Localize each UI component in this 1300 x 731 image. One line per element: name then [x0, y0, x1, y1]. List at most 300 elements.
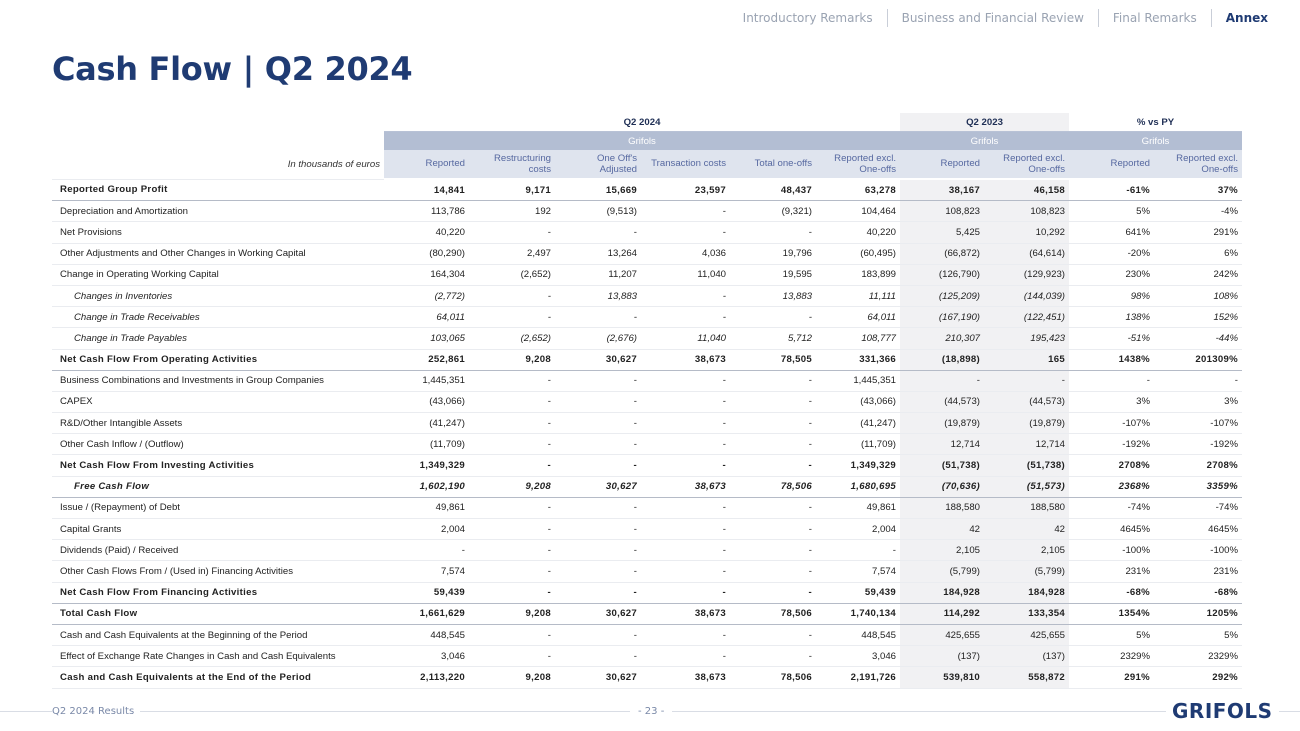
table-cell: - [730, 434, 816, 455]
row-label: Free Cash Flow [52, 476, 384, 497]
table-cell: 59,439 [816, 582, 900, 603]
table-cell: - [730, 391, 816, 412]
table-cell: (11,709) [816, 434, 900, 455]
table-cell: 42 [984, 519, 1069, 540]
column-header: Total one-offs [730, 150, 816, 179]
table-cell: 49,861 [816, 497, 900, 518]
table-row [52, 222, 1242, 243]
table-cell: 108% [1154, 285, 1242, 306]
table-cell: (43,066) [384, 391, 469, 412]
table-cell: (51,738) [984, 455, 1069, 476]
table-cell: - [730, 582, 816, 603]
table-cell: 2,113,220 [384, 667, 469, 688]
table-cell: 12,714 [984, 434, 1069, 455]
table-cell: 78,506 [730, 476, 816, 497]
table-cell: 46,158 [984, 179, 1069, 201]
table-cell: - [555, 561, 641, 582]
table-cell: 114,292 [900, 603, 984, 624]
table-row [52, 561, 1242, 582]
table-cell: 30,627 [555, 476, 641, 497]
table-cell: 63,278 [816, 179, 900, 201]
table-cell: - [555, 391, 641, 412]
column-header: Reported excl. One-offs [816, 150, 900, 179]
table-cell: 9,208 [469, 476, 555, 497]
table-cell: 165 [984, 349, 1069, 370]
table-cell: 558,872 [984, 667, 1069, 688]
row-label: Issue / (Repayment) of Debt [52, 497, 384, 518]
row-label: CAPEX [52, 391, 384, 412]
table-cell: - [730, 455, 816, 476]
table-cell: 1,445,351 [816, 370, 900, 391]
table-cell: 2329% [1069, 646, 1154, 667]
table-cell: (2,652) [469, 328, 555, 349]
row-label: Net Provisions [52, 222, 384, 243]
table-cell: - [984, 370, 1069, 391]
table-cell: - [555, 646, 641, 667]
table-cell: (80,290) [384, 243, 469, 264]
table-cell: 108,777 [816, 328, 900, 349]
table-cell: -100% [1154, 540, 1242, 561]
table-cell: 38,673 [641, 667, 730, 688]
row-label: Changes in Inventories [52, 285, 384, 306]
table-cell: - [469, 307, 555, 328]
table-cell: 2329% [1154, 646, 1242, 667]
table-cell: - [555, 370, 641, 391]
table-cell: -44% [1154, 328, 1242, 349]
table-cell: 40,220 [384, 222, 469, 243]
table-cell: - [469, 540, 555, 561]
table-cell: - [730, 646, 816, 667]
table-cell: 5,712 [730, 328, 816, 349]
table-cell: 448,545 [816, 624, 900, 645]
top-navigation [729, 8, 1268, 28]
table-cell: - [641, 455, 730, 476]
table-row [52, 582, 1242, 603]
table-cell: - [469, 455, 555, 476]
table-cell: - [730, 307, 816, 328]
table-cell: 291% [1154, 222, 1242, 243]
table-cell: -4% [1154, 201, 1242, 222]
table-cell: (11,709) [384, 434, 469, 455]
row-label: Capital Grants [52, 519, 384, 540]
table-cell: 4,036 [641, 243, 730, 264]
row-label: Reported Group Profit [52, 179, 384, 201]
table-cell: 2708% [1069, 455, 1154, 476]
table-cell: 37% [1154, 179, 1242, 201]
column-header: Reported [1069, 150, 1154, 179]
table-cell: 5% [1069, 624, 1154, 645]
table-cell: -192% [1069, 434, 1154, 455]
table-cell: 30,627 [555, 603, 641, 624]
table-cell: 231% [1154, 561, 1242, 582]
table-cell: 1,680,695 [816, 476, 900, 497]
table-cell: - [469, 582, 555, 603]
table-cell: -51% [1069, 328, 1154, 349]
table-cell: 108,823 [984, 201, 1069, 222]
table-cell: - [469, 434, 555, 455]
table-cell: 2708% [1154, 455, 1242, 476]
table-cell: - [641, 434, 730, 455]
table-cell: - [641, 370, 730, 391]
table-cell: (137) [984, 646, 1069, 667]
table-cell: - [641, 582, 730, 603]
table-cell: 230% [1069, 264, 1154, 285]
table-cell: 9,208 [469, 667, 555, 688]
nav-annex[interactable]: Annex [1225, 11, 1268, 25]
table-cell: 59,439 [384, 582, 469, 603]
row-label: Other Cash Flows From / (Used in) Financing Activities [52, 561, 384, 582]
table-cell: 252,861 [384, 349, 469, 370]
table-cell: - [730, 222, 816, 243]
column-header: Reported [384, 150, 469, 179]
table-cell: 48,437 [730, 179, 816, 201]
table-row [52, 624, 1242, 645]
table-cell: 30,627 [555, 349, 641, 370]
table-cell: - [641, 561, 730, 582]
table-cell: - [555, 519, 641, 540]
table-cell: 195,423 [984, 328, 1069, 349]
period-vs-py: % vs PY [1069, 113, 1242, 132]
table-cell: 2,191,726 [816, 667, 900, 688]
table-cell: 104,464 [816, 201, 900, 222]
table-cell: 152% [1154, 307, 1242, 328]
page-number: - 23 - [630, 706, 672, 717]
table-row [52, 264, 1242, 285]
row-label: Cash and Cash Equivalents at the Beginning of the Period [52, 624, 384, 645]
table-cell: 14,841 [384, 179, 469, 201]
table-row [52, 603, 1242, 624]
table-cell: - [555, 624, 641, 645]
table-cell: - [469, 624, 555, 645]
table-cell: 5,425 [900, 222, 984, 243]
row-label: Total Cash Flow [52, 603, 384, 624]
table-cell: (167,190) [900, 307, 984, 328]
table-cell: 3,046 [816, 646, 900, 667]
table-cell: - [641, 540, 730, 561]
table-cell: - [816, 540, 900, 561]
table-cell: 12,714 [900, 434, 984, 455]
table-cell: 11,040 [641, 328, 730, 349]
table-cell: 188,580 [900, 497, 984, 518]
table-cell: 425,655 [900, 624, 984, 645]
table-cell: 19,796 [730, 243, 816, 264]
table-cell: 11,207 [555, 264, 641, 285]
table-cell: 1205% [1154, 603, 1242, 624]
row-label: Net Cash Flow From Operating Activities [52, 349, 384, 370]
table-cell: 78,505 [730, 349, 816, 370]
table-cell: 5% [1069, 201, 1154, 222]
table-cell: (64,614) [984, 243, 1069, 264]
table-cell: - [641, 391, 730, 412]
column-header: Reported excl. One-offs [1154, 150, 1242, 179]
table-cell: 11,111 [816, 285, 900, 306]
table-cell: 1,740,134 [816, 603, 900, 624]
table-cell: - [641, 413, 730, 434]
table-cell: -68% [1069, 582, 1154, 603]
table-row [52, 307, 1242, 328]
row-label: Depreciation and Amortization [52, 201, 384, 222]
table-cell: - [641, 646, 730, 667]
table-cell: (9,513) [555, 201, 641, 222]
row-label: Change in Trade Receivables [52, 307, 384, 328]
table-cell: 210,307 [900, 328, 984, 349]
table-cell: 19,595 [730, 264, 816, 285]
table-cell: 138% [1069, 307, 1154, 328]
table-cell: - [555, 307, 641, 328]
row-label: Dividends (Paid) / Received [52, 540, 384, 561]
table-cell: 2,004 [816, 519, 900, 540]
table-cell: (18,898) [900, 349, 984, 370]
row-label: Other Adjustments and Other Changes in Working Capital [52, 243, 384, 264]
table-cell: - [641, 222, 730, 243]
table-cell: -192% [1154, 434, 1242, 455]
table-cell: - [730, 624, 816, 645]
table-row [52, 413, 1242, 434]
period-q2-2024: Q2 2024 [384, 113, 900, 132]
table-cell: - [469, 370, 555, 391]
table-cell: -61% [1069, 179, 1154, 201]
table-cell: 2,497 [469, 243, 555, 264]
table-cell: 30,627 [555, 667, 641, 688]
row-label: Cash and Cash Equivalents at the End of the Period [52, 667, 384, 688]
table-cell: - [730, 370, 816, 391]
table-cell: 201309% [1154, 349, 1242, 370]
nav-introductory-remarks[interactable]: Introductory Remarks [742, 11, 873, 25]
table-cell: 42 [900, 519, 984, 540]
table-cell: 1,445,351 [384, 370, 469, 391]
table-cell: - [555, 455, 641, 476]
table-cell: (43,066) [816, 391, 900, 412]
table-cell: 188,580 [984, 497, 1069, 518]
table-cell: - [641, 624, 730, 645]
table-cell: -20% [1069, 243, 1154, 264]
footer-report-name: Q2 2024 Results [52, 706, 140, 717]
table-cell: 539,810 [900, 667, 984, 688]
table-cell: - [469, 561, 555, 582]
table-row [52, 667, 1242, 688]
table-cell: - [555, 222, 641, 243]
table-cell: 1354% [1069, 603, 1154, 624]
table-cell: - [469, 497, 555, 518]
table-cell: 164,304 [384, 264, 469, 285]
table-row [52, 179, 1242, 201]
table-cell: 98% [1069, 285, 1154, 306]
table-cell: (60,495) [816, 243, 900, 264]
table-cell: 108,823 [900, 201, 984, 222]
table-cell: 15,669 [555, 179, 641, 201]
table-cell: (137) [900, 646, 984, 667]
table-cell: 23,597 [641, 179, 730, 201]
table-cell: 2368% [1069, 476, 1154, 497]
table-cell: - [730, 540, 816, 561]
table-cell: - [641, 519, 730, 540]
table-cell: (122,451) [984, 307, 1069, 328]
table-cell: - [469, 646, 555, 667]
period-q2-2023: Q2 2023 [900, 113, 1069, 132]
table-cell: (19,879) [900, 413, 984, 434]
table-cell: 331,366 [816, 349, 900, 370]
table-cell: - [469, 519, 555, 540]
row-label: Effect of Exchange Rate Changes in Cash and Cash Equivalents [52, 646, 384, 667]
cash-flow-body [52, 179, 1242, 688]
table-cell: 292% [1154, 667, 1242, 688]
table-cell: 184,928 [900, 582, 984, 603]
row-label: Other Cash Inflow / (Outflow) [52, 434, 384, 455]
table-cell: -100% [1069, 540, 1154, 561]
table-cell: 13,883 [555, 285, 641, 306]
table-cell: (126,790) [900, 264, 984, 285]
table-cell: 13,264 [555, 243, 641, 264]
table-cell: 64,011 [816, 307, 900, 328]
table-row [52, 455, 1242, 476]
table-cell: 3% [1069, 391, 1154, 412]
table-cell: - [730, 413, 816, 434]
column-header: Transaction costs [641, 150, 730, 179]
table-cell: - [641, 497, 730, 518]
column-header: Reported excl. One-offs [984, 150, 1069, 179]
table-cell: (2,772) [384, 285, 469, 306]
table-cell: 9,208 [469, 603, 555, 624]
nav-business-financial-review[interactable]: Business and Financial Review [901, 11, 1084, 25]
table-cell: 38,167 [900, 179, 984, 201]
table-cell: - [555, 434, 641, 455]
table-row [52, 349, 1242, 370]
table-row [52, 328, 1242, 349]
table-row [52, 285, 1242, 306]
table-cell: 1,661,629 [384, 603, 469, 624]
table-row [52, 370, 1242, 391]
table-cell: (19,879) [984, 413, 1069, 434]
table-cell: (2,652) [469, 264, 555, 285]
table-cell: (51,738) [900, 455, 984, 476]
table-row [52, 243, 1242, 264]
entity-header-row [52, 132, 1242, 151]
table-cell: 103,065 [384, 328, 469, 349]
entity-label: Grifols [900, 132, 1069, 151]
row-label: Change in Operating Working Capital [52, 264, 384, 285]
page-title: Cash Flow | Q2 2024 [52, 50, 413, 88]
table-cell: 184,928 [984, 582, 1069, 603]
table-cell: (51,573) [984, 476, 1069, 497]
table-cell: 3% [1154, 391, 1242, 412]
table-cell: - [730, 561, 816, 582]
table-cell: 1,349,329 [384, 455, 469, 476]
table-cell: 291% [1069, 667, 1154, 688]
table-cell: 78,506 [730, 667, 816, 688]
row-label: Business Combinations and Investments in Group Companies [52, 370, 384, 391]
table-cell: - [469, 391, 555, 412]
table-cell: - [641, 285, 730, 306]
column-header: Restructuring costs [469, 150, 555, 179]
table-cell: - [469, 285, 555, 306]
table-cell: 1,349,329 [816, 455, 900, 476]
table-cell: -68% [1154, 582, 1242, 603]
entity-label: Grifols [1069, 132, 1242, 151]
table-cell: 38,673 [641, 476, 730, 497]
table-cell: 133,354 [984, 603, 1069, 624]
table-cell: 2,105 [900, 540, 984, 561]
table-cell: 231% [1069, 561, 1154, 582]
row-label: R&D/Other Intangible Assets [52, 413, 384, 434]
table-cell: 183,899 [816, 264, 900, 285]
table-cell: (41,247) [384, 413, 469, 434]
table-cell: - [641, 307, 730, 328]
table-cell: 7,574 [384, 561, 469, 582]
column-header: One Off's Adjusted [555, 150, 641, 179]
table-cell: - [469, 222, 555, 243]
table-cell: - [555, 413, 641, 434]
table-row [52, 646, 1242, 667]
table-cell: 64,011 [384, 307, 469, 328]
table-cell: 2,004 [384, 519, 469, 540]
table-cell: - [555, 582, 641, 603]
column-header-row [52, 150, 1242, 179]
table-cell: 192 [469, 201, 555, 222]
table-cell: 425,655 [984, 624, 1069, 645]
table-cell: 49,861 [384, 497, 469, 518]
table-row [52, 476, 1242, 497]
table-cell: (44,573) [984, 391, 1069, 412]
table-cell: - [555, 540, 641, 561]
table-cell: -74% [1154, 497, 1242, 518]
table-cell: -107% [1154, 413, 1242, 434]
table-cell: 3,046 [384, 646, 469, 667]
table-cell: 4645% [1069, 519, 1154, 540]
table-cell: (125,209) [900, 285, 984, 306]
period-header-row [52, 113, 1242, 132]
table-cell: (70,636) [900, 476, 984, 497]
row-label: Net Cash Flow From Financing Activities [52, 582, 384, 603]
table-cell: 2,105 [984, 540, 1069, 561]
table-row [52, 434, 1242, 455]
table-cell: 9,208 [469, 349, 555, 370]
row-label: Net Cash Flow From Investing Activities [52, 455, 384, 476]
cash-flow-table [52, 113, 1242, 689]
table-cell: (5,799) [900, 561, 984, 582]
table-row [52, 540, 1242, 561]
table-cell: 113,786 [384, 201, 469, 222]
table-row [52, 497, 1242, 518]
entity-label: Grifols [384, 132, 900, 151]
table-cell: 448,545 [384, 624, 469, 645]
column-header: Reported [900, 150, 984, 179]
table-row [52, 519, 1242, 540]
table-cell: 38,673 [641, 603, 730, 624]
table-cell: (9,321) [730, 201, 816, 222]
table-cell: 3359% [1154, 476, 1242, 497]
table-row [52, 391, 1242, 412]
grifols-logo: GRIFOLS [1166, 699, 1279, 723]
table-cell: 11,040 [641, 264, 730, 285]
table-cell: 4645% [1154, 519, 1242, 540]
table-cell: (44,573) [900, 391, 984, 412]
table-cell: (5,799) [984, 561, 1069, 582]
table-cell: - [469, 413, 555, 434]
table-cell: 7,574 [816, 561, 900, 582]
table-cell: (2,676) [555, 328, 641, 349]
unit-label: In thousands of euros [52, 150, 384, 179]
nav-final-remarks[interactable]: Final Remarks [1112, 11, 1197, 25]
table-cell: 78,506 [730, 603, 816, 624]
table-cell: - [641, 201, 730, 222]
table-cell: 6% [1154, 243, 1242, 264]
table-cell: -107% [1069, 413, 1154, 434]
table-cell: 1438% [1069, 349, 1154, 370]
table-cell: (41,247) [816, 413, 900, 434]
table-cell: 38,673 [641, 349, 730, 370]
table-cell: -74% [1069, 497, 1154, 518]
table-cell: - [555, 497, 641, 518]
